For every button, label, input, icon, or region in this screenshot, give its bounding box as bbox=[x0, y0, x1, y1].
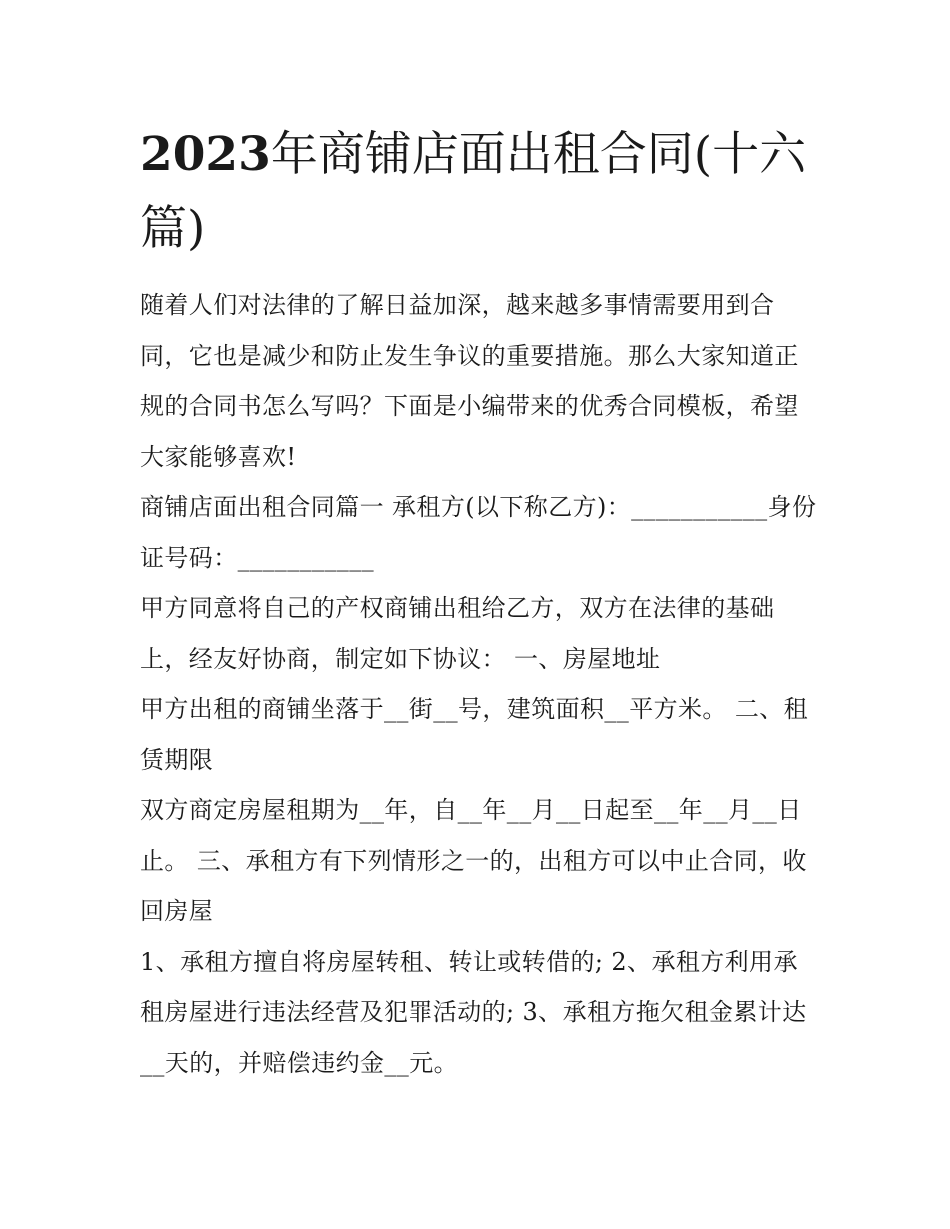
document-page bbox=[140, 118, 820, 1088]
address-paragraph: 甲方出租的商铺坐落于__街__号，建筑面积__平方米。 二、租赁期限 bbox=[140, 695, 809, 774]
title-year: 2023 bbox=[140, 127, 271, 182]
document-title bbox=[140, 118, 820, 266]
intro-paragraph: 随着人们对法律的了解日益加深，越来越多事情需要用到合同，它也是减少和防止发生争议的重要措施。那么大家知道正规的合同书怎么写吗？下面是小编带来的优秀合同模板，希望大家能够喜欢! bbox=[140, 291, 799, 471]
tenant-info-paragraph: 商铺店面出租合同篇一 承租方(以下称乙方)：___________身份证号码：___________ bbox=[140, 493, 817, 572]
agreement-paragraph: 甲方同意将自己的产权商铺出租给乙方，双方在法律的基础上，经友好协商，制定如下协议： 一、房屋地址 bbox=[140, 594, 775, 673]
term-paragraph: 双方商定房屋租期为__年，自__年__月__日起至__年__月__日止。 三、承租方有下列情形之一的，出租方可以中止合同，收回房屋 bbox=[140, 796, 807, 925]
termination-paragraph: 1、承租方擅自将房屋转租、转让或转借的; 2、承租方利用承租房屋进行违法经营及犯罪活动的; 3、承租方拖欠租金累计达__天的，并赔偿违约金__元。 bbox=[140, 947, 807, 1077]
title-text: 年商铺店面出租合同(十六篇) bbox=[140, 127, 807, 256]
